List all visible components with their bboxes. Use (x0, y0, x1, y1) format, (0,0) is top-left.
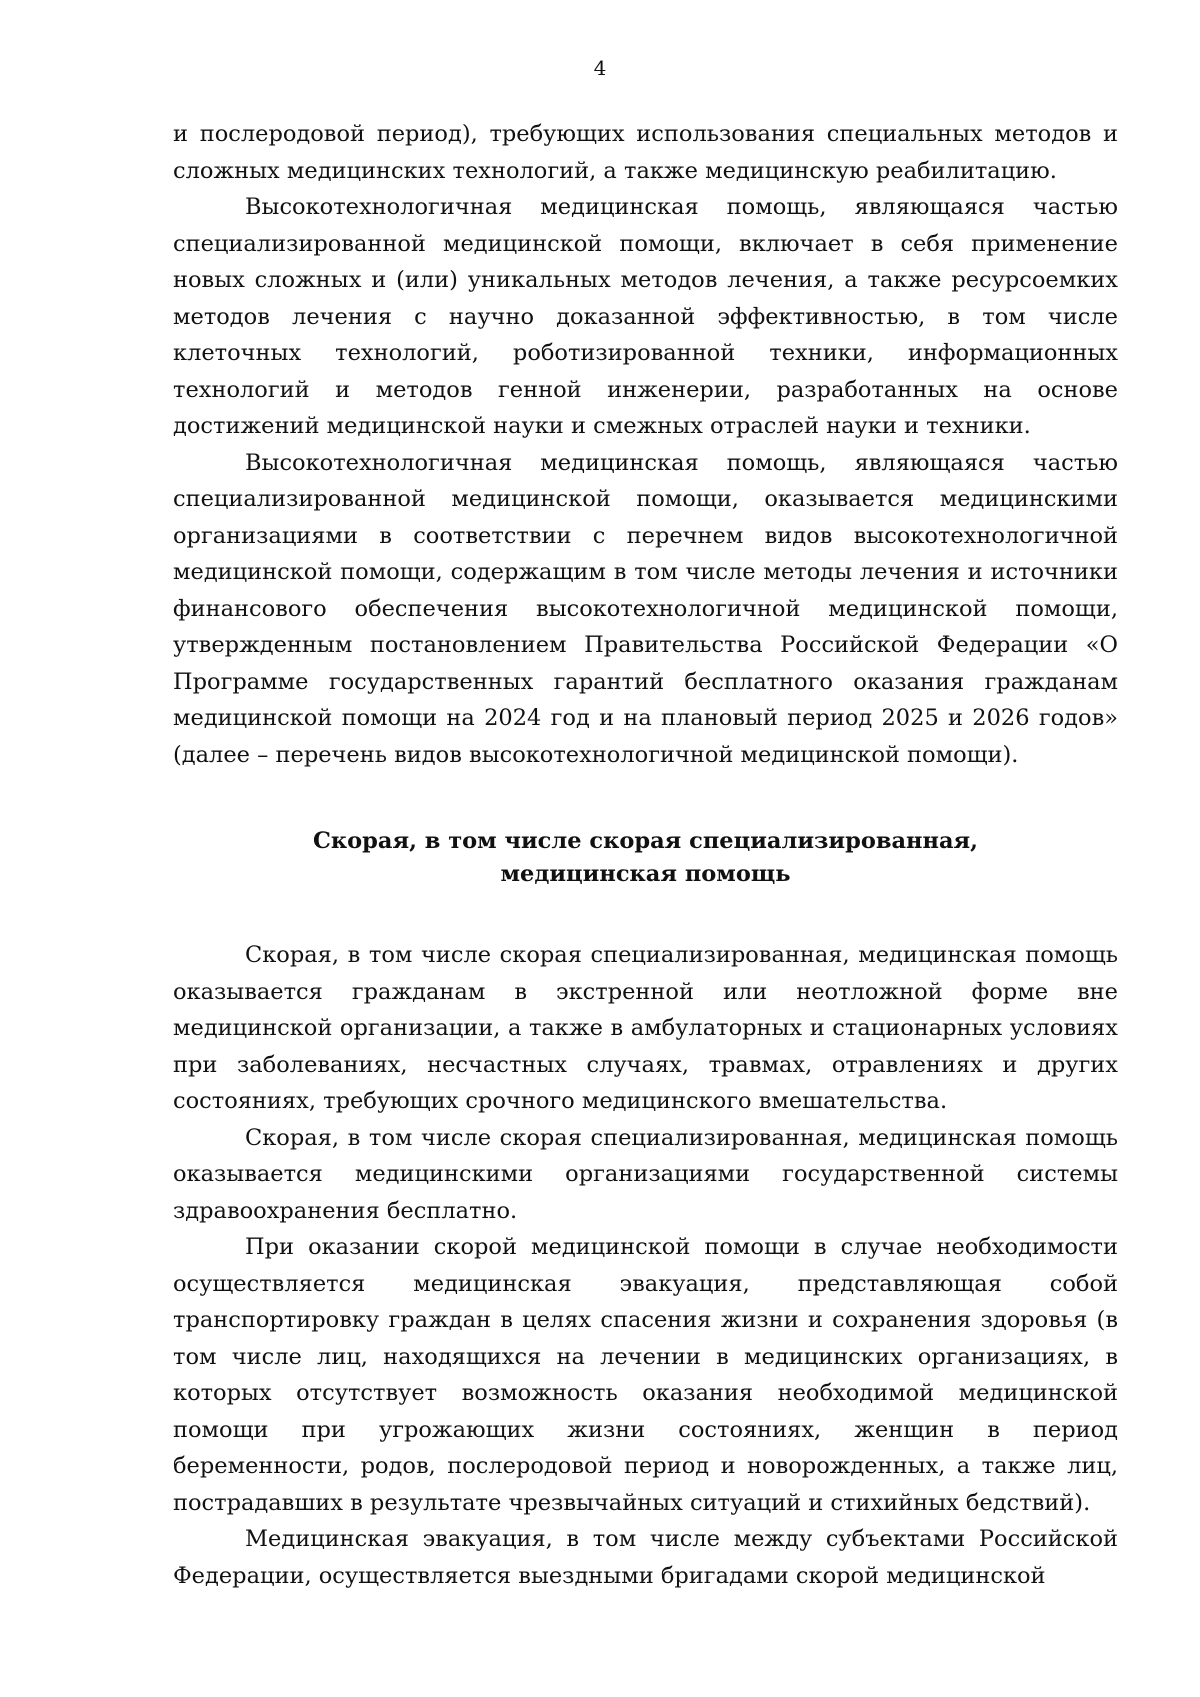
paragraph-emergency-care-scope: Скорая, в том числе скорая специализированная, медицинская помощь оказывается гражданам в экстренной или неотложной форме вне медицинской организации, а также в амбулаторных и стационарных условиях при заболеваниях, несчастных случаях, травмах, отравлениях и других состояниях, требующих срочного медицинского вмешательства. (173, 942, 1118, 1114)
page-number: 4 (593, 56, 607, 80)
paragraph-high-tech-care-definition: Высокотехнологичная медицинская помощь, являющаяся частью специализированной медицинской помощи, включает в себя применение новых сложных и (или) уникальных методов лечения, а также ресурсоемких методов лечения с научно доказанной эффективностью, в том числе клеточных технологий, роботизированной техники, информационных технологий и методов генной инженерии, разработанных на основе достижений медицинской науки и смежных отраслей науки и техники. (173, 194, 1118, 439)
section-heading-line-1: Скорая, в том числе скорая специализированная, (312, 828, 979, 854)
paragraph-evacuation-between-regions: Медицинская эвакуация, в том числе между субъектами Российской Федерации, осуществляется выездными бригадами скорой медицинской (173, 1526, 1118, 1589)
section-heading (173, 825, 1118, 891)
paragraph-continuation: и послеродовой период), требующих использования специальных методов и сложных медицинских технологий, а также медицинскую реабилитацию. (173, 121, 1118, 184)
paragraph-high-tech-care-providers: Высокотехнологичная медицинская помощь, являющаяся частью специализированной медицинской помощи, оказывается медицинскими организациями в соответствии с перечнем видов высокотехнологичной медицинской помощи, содержащим в том числе методы лечения и источники финансового обеспечения высокотехнологичной медицинской помощи, утвержденным постановлением Правительства Российской Федерации «О Программе государственных гарантий бесплатного оказания гражданам медицинской помощи на 2024 год и на плановый период 2025 и 2026 годов» (далее – перечень видов высокотехнологичной медицинской помощи). (173, 449, 1118, 768)
paragraph-emergency-care-free: Скорая, в том числе скорая специализированная, медицинская помощь оказывается медицинскими организациями государственной системы здравоохранения бесплатно. (173, 1124, 1118, 1224)
paragraph-medical-evacuation: При оказании скорой медицинской помощи в случае необходимости осуществляется медицинская эвакуация, представляющая собой транспортировку граждан в целях спасения жизни и сохранения здоровья (в том числе лиц, находящихся на лечении в медицинских организациях, в которых отсутствует возможность оказания необходимой медицинской помощи при угрожающих жизни состояниях, женщин в период беременности, родов, послеродовой период и новорожденных, а также лиц, пострадавших в результате чрезвычайных ситуаций и стихийных бедствий). (173, 1234, 1118, 1516)
document-body (173, 116, 1118, 1594)
section-heading-line-2: медицинская помощь (500, 861, 791, 887)
